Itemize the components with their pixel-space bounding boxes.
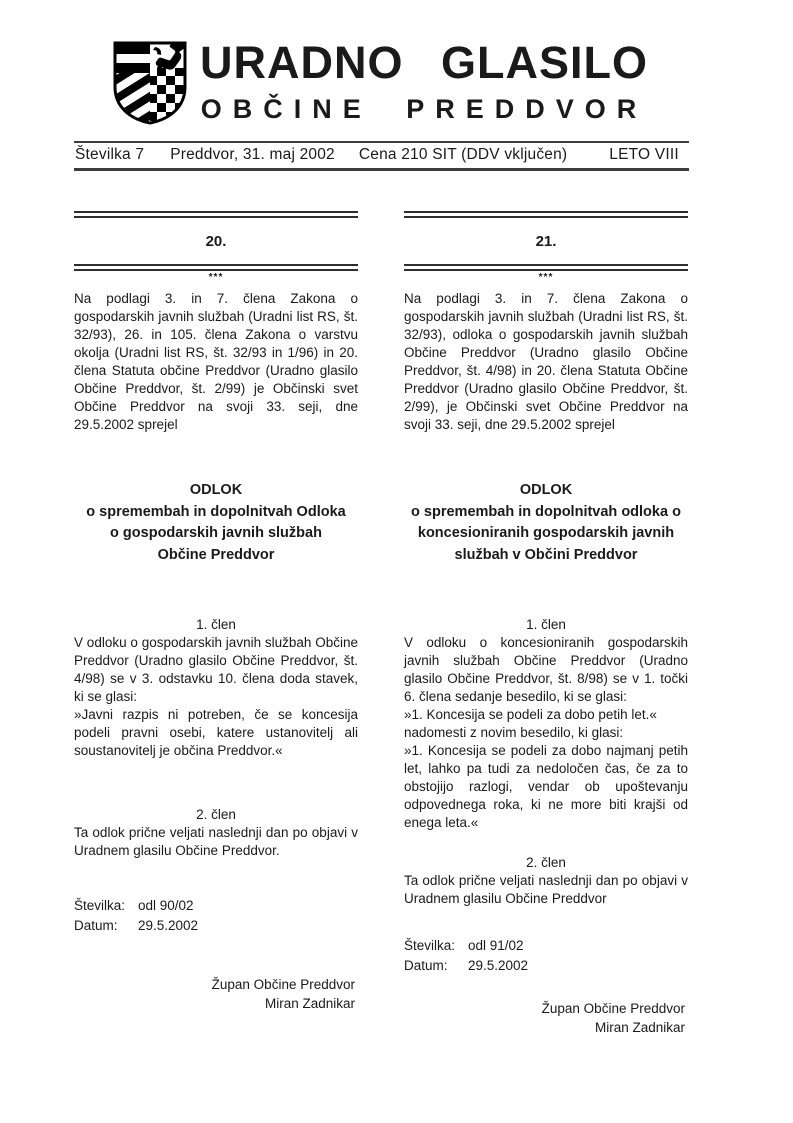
issue-info-bar <box>74 141 689 171</box>
meta-date-row <box>74 916 358 936</box>
article-2 <box>404 854 688 908</box>
article-1 <box>74 616 358 760</box>
issue-place-date: Preddvor, 31. maj 2002 <box>170 146 335 163</box>
section-number: 21. <box>535 233 557 250</box>
section-stars: *** <box>538 272 554 283</box>
article-paragraph: Ta odlok prične veljati naslednji dan po objavi v Uradnem glasilu Občine Preddvor. <box>74 825 358 858</box>
article-heading: 1. člen <box>526 617 566 632</box>
decree-title: ODLOK <box>519 482 573 498</box>
meta-date-value: 29.5.2002 <box>138 917 199 933</box>
decree-meta <box>404 936 688 975</box>
meta-number-label: Številka: <box>74 898 126 913</box>
article-paragraph: »Javni razpis ni potreben, če se koncesija podeli pravni osebi, katere ustanovitelj ali soustanovitelj je občina Preddvor.« <box>74 707 358 758</box>
issue-volume: LETO VIII <box>609 146 679 163</box>
article-2 <box>74 806 358 860</box>
article-heading: 2. člen <box>196 807 236 822</box>
decree-subtitle-line: službah v Občini Preddvor <box>454 546 638 563</box>
meta-date-label: Datum: <box>404 957 448 973</box>
section-rule-top <box>404 211 688 218</box>
meta-date-value: 29.5.2002 <box>468 957 529 973</box>
meta-date-row <box>404 956 688 976</box>
meta-number-label: Številka: <box>404 938 456 953</box>
article-paragraph: Ta odlok prične veljati naslednji dan po objavi v Uradnem glasilu Občine Preddvor <box>404 873 688 906</box>
gazette-title: URADNO GLASILO <box>200 37 648 88</box>
issue-number: Številka 7 <box>75 146 145 163</box>
signature-role: Župan Občine Preddvor <box>541 1001 685 1016</box>
decree-subtitle-line: koncesioniranih gospodarskih javnih <box>417 525 675 541</box>
decree-subtitle-line: o spremembah in dopolnitvah odloka o <box>411 503 681 520</box>
decree-title-block <box>74 480 358 566</box>
decree-meta <box>74 896 358 935</box>
article-paragraph: nadomesti z novim besedilo, ki glasi: <box>404 725 624 740</box>
column-left <box>74 211 358 1013</box>
article-heading: 1. člen <box>196 617 236 632</box>
article-paragraph: V odloku o gospodarskih javnih službah Občine Preddvor (Uradno glasilo Občine Preddvor, št. 4/98) se v 3. odstavku 10. člena doda stavek, ki se glasi: <box>74 635 358 704</box>
decree-subtitle-line: o spremembah in dopolnitvah Odloka <box>86 503 346 520</box>
meta-number-row <box>404 936 688 956</box>
masthead-titles <box>198 37 650 125</box>
signature-role: Župan Občine Preddvor <box>211 977 355 992</box>
decree-title: ODLOK <box>189 482 243 498</box>
signature-name: Miran Zadnikar <box>594 1020 685 1035</box>
section-rule-bottom <box>404 264 688 271</box>
issue-price: Cena 210 SIT (DDV vključen) <box>358 146 568 163</box>
preamble-paragraph: Na podlagi 3. in 7. člena Zakona o gospodarskih javnih službah (Uradni list RS, št. 32/93), 26. in 105. člena Zakona o varstvu okolja (Uradni list RS, št. 32/93 in 1/96) in 20. člena Statuta občine Preddvor (Uradno glasilo Občine Preddvor, št. 2/99) je Občinski svet Občine Preddvor na svoji 33. seji, dne 29.5.2002 sprejel <box>74 291 358 432</box>
section-rule-bottom <box>74 264 358 271</box>
article-1 <box>404 616 688 832</box>
signature-block <box>74 975 358 1013</box>
municipal-coat-of-arms-icon <box>112 40 188 126</box>
article-paragraph: V odloku o koncesioniranih gospodarskih javnih službah Občine Preddvor (Uradno glasilo Občine Preddvor, št. 8/98) se v 1. točki 6. člena sedanje besedilo, ki se glasi: <box>404 635 688 704</box>
article-paragraph: »1. Koncesija se podeli za dobo petih let.« <box>404 707 657 722</box>
meta-date-label: Datum: <box>74 917 118 933</box>
signature-name: Miran Zadnikar <box>264 996 355 1011</box>
article-paragraph: »1. Koncesija se podeli za dobo najmanj petih let, lahko pa tudi za nedoločen čas, če za to obstojijo razlogi, vendar ob upoštevanju odpovednega roka, ki ne more biti krajši od enega leta.« <box>404 743 688 830</box>
decree-subtitle-line: o gospodarskih javnih službah <box>110 525 322 541</box>
meta-number-row <box>74 896 358 916</box>
section-number: 20. <box>205 233 227 250</box>
decree-title-block <box>404 480 688 566</box>
section-rule-top <box>74 211 358 218</box>
column-right <box>404 211 688 1037</box>
signature-block <box>404 999 688 1037</box>
article-heading: 2. člen <box>526 855 566 870</box>
gazette-subtitle: OBČINE PREDDVOR <box>200 94 648 124</box>
content-columns <box>74 211 688 1037</box>
masthead <box>112 37 650 126</box>
meta-number-value: odl 91/02 <box>468 938 524 953</box>
meta-number-value: odl 90/02 <box>138 898 194 913</box>
decree-subtitle-line: Občine Preddvor <box>157 546 275 563</box>
preamble-paragraph: Na podlagi 3. in 7. člena Zakona o gospodarskih javnih službah (Uradni list RS, št. 32/93), odloka o gospodarskih javnih službah Občine Preddvor (Uradno glasilo Občine Preddvor, št. 4/98) in 20. člena Statuta Občine Preddvor (Uradno glasilo Občine Preddvor, št. 2/99), je Občinski svet Občine Preddvor na svoji 33. seji, dne 29.5.2002 sprejel <box>404 291 688 432</box>
section-stars: *** <box>208 272 224 283</box>
